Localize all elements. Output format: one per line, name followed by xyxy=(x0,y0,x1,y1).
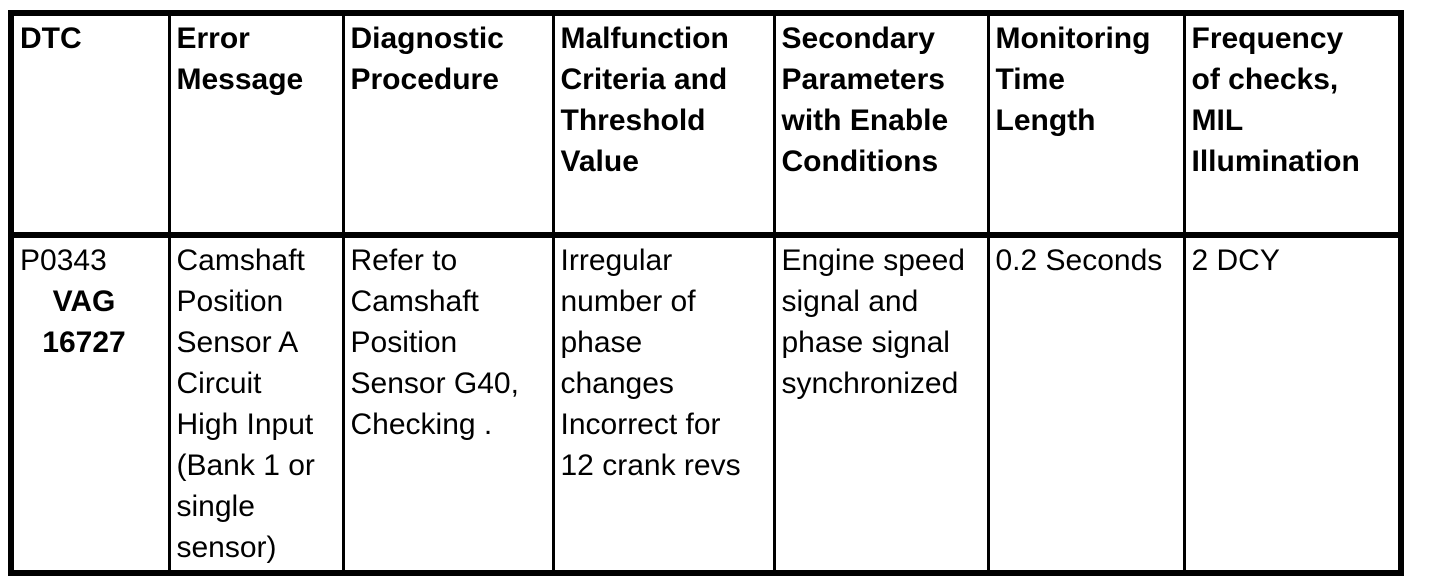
dtc-code: P0343 xyxy=(20,244,107,277)
cell-monitoring-time: 0.2 Seconds xyxy=(988,235,1184,573)
dtc-table xyxy=(8,10,1404,576)
cell-diagnostic-procedure: Refer to Camshaft Position Sensor G40, Checking . xyxy=(343,235,553,573)
cell-secondary-parameters: Engine speed signal and phase signal synchronized xyxy=(774,235,988,573)
header-secondary-parameters: Secondary Parameters with Enable Conditions xyxy=(774,13,988,235)
header-frequency: Frequency of checks, MIL Illumination xyxy=(1184,13,1401,235)
cell-frequency: 2 DCY xyxy=(1184,235,1401,573)
cell-error-message: Camshaft Position Sensor A Circuit High Input (Bank 1 or single sensor) xyxy=(169,235,343,573)
table-row xyxy=(11,235,1401,573)
header-diagnostic-procedure: Diagnostic Procedure xyxy=(343,13,553,235)
header-error-message: Error Message xyxy=(169,13,343,235)
dtc-table-frame xyxy=(8,10,1398,576)
header-monitoring-time: Monitoring Time Length xyxy=(988,13,1184,235)
header-dtc: DTC xyxy=(11,13,169,235)
cell-dtc xyxy=(11,235,169,573)
header-malfunction-criteria: Malfunction Criteria and Threshold Value xyxy=(553,13,774,235)
vag-code: VAG 16727 xyxy=(42,285,126,359)
header-row xyxy=(11,13,1401,235)
cell-malfunction-criteria: Irregular number of phase changes Incorrect for 12 crank revs xyxy=(553,235,774,573)
